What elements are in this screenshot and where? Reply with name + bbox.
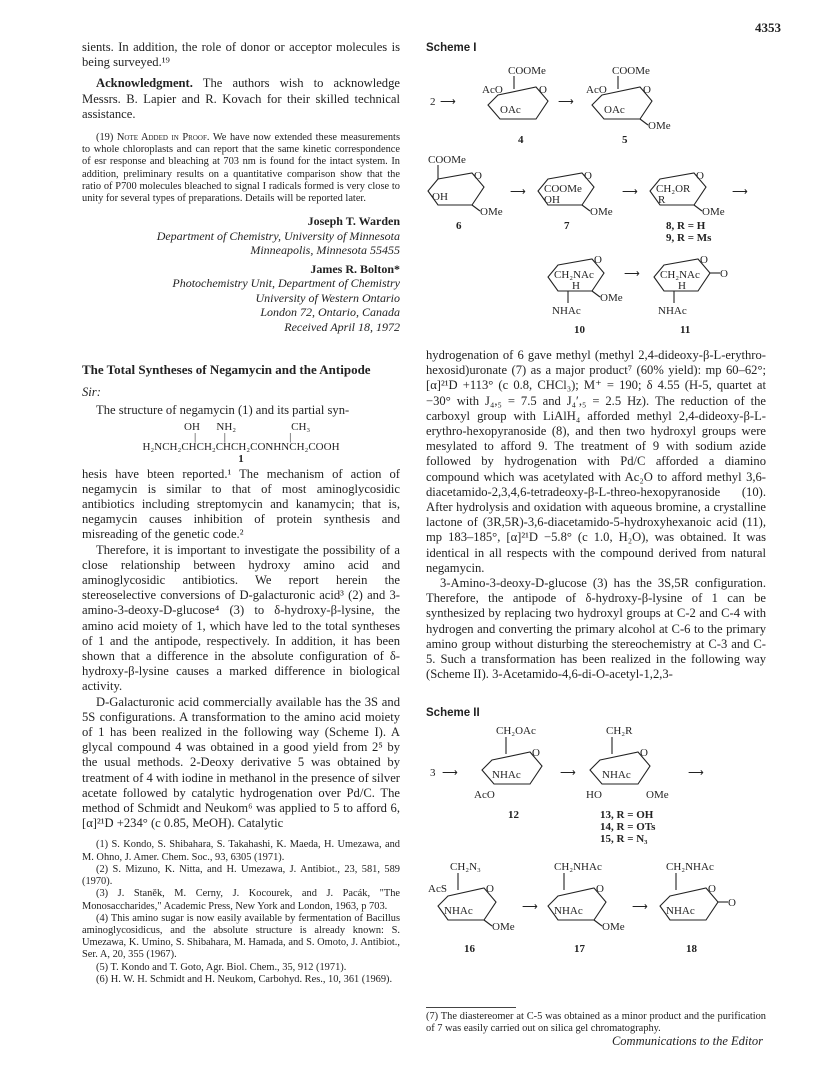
svg-text:CH₂OR: CH₂OR bbox=[656, 183, 691, 195]
svg-text:CH₂OAc: CH₂OAc bbox=[496, 725, 536, 737]
svg-text:AcO: AcO bbox=[474, 789, 495, 801]
article bbox=[82, 362, 400, 986]
svg-text:6: 6 bbox=[456, 220, 462, 232]
svg-text:O: O bbox=[594, 254, 602, 266]
reference: (4) This amino sugar is now easily available by fermentation of Bacillus aminoglycosidicus, and the absolute structure is already known: S. Umezawa, K. Umino, S. Shibahara, M. Hamada, and S. Omoto, J. Antibiot., Ser. A, 20, 355 (1967). bbox=[82, 912, 400, 961]
scheme-1-diagram bbox=[426, 55, 771, 345]
arrow-icon: ⟶ bbox=[442, 767, 458, 779]
formula-main: H₂NCH₂CHCH₂CHCH₂CONHNCH₂COOH bbox=[142, 440, 340, 453]
svg-text:4: 4 bbox=[518, 134, 524, 146]
compound-2-label: 2 bbox=[430, 96, 436, 108]
compound-6-ring bbox=[428, 154, 503, 232]
svg-text:CH₂N₃: CH₂N₃ bbox=[450, 861, 481, 873]
compound-13-15-ring bbox=[586, 725, 669, 845]
compound-7-ring bbox=[538, 170, 613, 232]
affiliation: Minneapolis, Minnesota 55455 bbox=[250, 243, 400, 258]
svg-text:O: O bbox=[486, 883, 494, 895]
reference: (5) T. Kondo and T. Goto, Agr. Biol. Chem., 35, 912 (1971). bbox=[96, 961, 347, 973]
note-19 bbox=[82, 132, 400, 205]
compound-12-ring bbox=[474, 725, 542, 821]
affiliation: University of Western Ontario bbox=[255, 290, 400, 305]
svg-text:OMe: OMe bbox=[602, 921, 625, 933]
references bbox=[82, 839, 400, 985]
svg-text:CH₂NHAc: CH₂NHAc bbox=[666, 861, 714, 873]
svg-text:14, R = OTs: 14, R = OTs bbox=[600, 821, 656, 833]
svg-text:5: 5 bbox=[622, 134, 628, 146]
journal-footer: Communications to the Editor bbox=[611, 1034, 763, 1048]
svg-text:OAc: OAc bbox=[500, 104, 521, 116]
svg-text:OAc: OAc bbox=[604, 104, 625, 116]
svg-text:COOMe: COOMe bbox=[612, 65, 650, 77]
svg-text:CH₂R: CH₂R bbox=[606, 725, 633, 737]
svg-text:OMe: OMe bbox=[702, 206, 725, 218]
ack-heading: Acknowledgment. bbox=[96, 76, 193, 91]
compound-10-ring bbox=[548, 254, 623, 336]
svg-text:O: O bbox=[474, 170, 482, 182]
svg-text:NHAc: NHAc bbox=[492, 769, 521, 781]
arrow-icon: ⟶ bbox=[732, 186, 748, 198]
paragraph: 3-Amino-3-deoxy-D-glucose (3) has the 3S,5R configuration. Therefore, the antipode of δ-hydroxy-β-lysine of 1 can be synthesized by replacing two hydroxyl groups at C-2 and C-4 with hydrogen and converting the primary alcohol at C-6 to the primary amino group without disturbing the stereochemistry at C-3 and C-5. Such a transformation has been realized in the following way (Scheme II). 3-Acetamido-4,6-di-O-acetyl-1,2,3- bbox=[426, 576, 766, 682]
reference: (2) S. Mizuno, K. Nitta, and H. Umezawa, J. Antibiot., 23, 581, 589 (1970). bbox=[82, 863, 400, 888]
svg-text:O: O bbox=[596, 883, 604, 895]
arrow-icon: ⟶ bbox=[510, 186, 526, 198]
arrow-icon: ⟶ bbox=[440, 96, 456, 108]
arrow-icon: ⟶ bbox=[522, 901, 538, 913]
compound-4-ring bbox=[482, 65, 548, 146]
scheme-2-label: Scheme II bbox=[426, 707, 480, 719]
svg-text:AcO: AcO bbox=[482, 84, 503, 96]
svg-text:O: O bbox=[643, 84, 651, 96]
right-column bbox=[426, 348, 766, 682]
svg-text:O: O bbox=[700, 254, 708, 266]
reference: (3) J. Staněk, M. Cerny, J. Kocourek, and J. Pacák, "The Monosaccharides," Academic Press, New York and London, 1963, p 703. bbox=[82, 888, 400, 912]
acknowledgment bbox=[82, 76, 400, 122]
svg-text:H: H bbox=[678, 280, 686, 292]
svg-text:COOMe: COOMe bbox=[544, 183, 582, 195]
svg-text:CH₂NHAc: CH₂NHAc bbox=[554, 861, 602, 873]
reference: (1) S. Kondo, S. Shibahara, S. Takahashi, K. Maeda, H. Umezawa, and M. Ohno, J. Amer. Chem. Soc., 93, 6305 (1971). bbox=[82, 839, 400, 863]
svg-text:O: O bbox=[584, 170, 592, 182]
paragraph: The structure of negamycin (1) and its partial syn- bbox=[96, 403, 350, 418]
svg-text:HO: HO bbox=[586, 789, 602, 801]
paragraph: sients. In addition, the role of donor or acceptor molecules is being surveyed.¹⁹ bbox=[82, 40, 400, 70]
svg-text:OMe: OMe bbox=[590, 206, 613, 218]
paragraph: D-Galacturonic acid commercially available has the 3S and 5S configurations. A transformation to the amino acid moiety of 1 has been realized in the following way (Scheme I). A glycal compound 4 was obtained in a good yield from 2⁵ by the usual methods. 2-Deoxy derivative 5 was obtained by treatment of 4 with iodine in methanol in the presence of silver acetate followed by catalytic hydrogenation over Pd/C. The method of Schmidt and Neukom⁶ was applied to 5 to afford 6, [α]²¹D +234° (c 0.85, MeOH). Catalytic bbox=[82, 694, 400, 831]
negamycin-formula: OH NH₂ CH₃ | | | H₂NCH₂CHCH₂CHCH₂CONHNCH₂COOH 1 bbox=[82, 421, 400, 465]
compound-8-9-ring bbox=[650, 170, 725, 244]
affiliation: Photochemistry Unit, Department of Chemistry bbox=[172, 276, 400, 291]
scheme-2-diagram bbox=[426, 720, 771, 990]
svg-text:COOMe: COOMe bbox=[508, 65, 546, 77]
svg-text:NHAc: NHAc bbox=[602, 769, 631, 781]
svg-text:R: R bbox=[658, 194, 666, 206]
svg-text:18: 18 bbox=[686, 943, 697, 955]
compound-number: 1 bbox=[238, 452, 244, 465]
svg-text:AcS: AcS bbox=[428, 883, 447, 895]
note-text: We have now extended these measurements to whole chloroplasts and can report that the same kinetic correspondence of esr response and bleaching at 703 nm is found for the intact system. In addition, preliminary results on a quantitative comparison show that the ratio of P700 molecules bleached to signal I radicals formed is very close to unity for several types of preparations. Details will be reported later. bbox=[82, 132, 400, 205]
svg-text:NHAc: NHAc bbox=[444, 905, 473, 917]
svg-text:NHAc: NHAc bbox=[658, 305, 687, 317]
left-column bbox=[82, 40, 400, 334]
svg-text:CH₂NAc: CH₂NAc bbox=[554, 269, 594, 281]
arrow-icon: ⟶ bbox=[558, 96, 574, 108]
ack-text: The authors wish to acknowledge Messrs. B. Lapier and R. Kovach for their skilled technical assistance. bbox=[82, 76, 400, 121]
svg-text:12: 12 bbox=[508, 809, 519, 821]
svg-text:17: 17 bbox=[574, 943, 585, 955]
svg-text:OMe: OMe bbox=[648, 120, 671, 132]
svg-text:O: O bbox=[696, 170, 704, 182]
formula-top: OH NH₂ CH₃ bbox=[184, 420, 311, 433]
svg-text:3: 3 bbox=[430, 767, 436, 779]
arrow-icon: ⟶ bbox=[622, 186, 638, 198]
svg-text:O: O bbox=[539, 84, 547, 96]
svg-text:H: H bbox=[572, 280, 580, 292]
svg-text:CH₂NAc: CH₂NAc bbox=[660, 269, 700, 281]
svg-text:O: O bbox=[720, 268, 728, 280]
svg-text:OMe: OMe bbox=[480, 206, 503, 218]
svg-text:13, R = OH: 13, R = OH bbox=[600, 809, 654, 821]
arrow-icon: ⟶ bbox=[560, 767, 576, 779]
article-title: The Total Syntheses of Negamycin and the Antipode bbox=[82, 362, 371, 377]
svg-text:O: O bbox=[708, 883, 716, 895]
paragraph: Therefore, it is important to investigate the possibility of a close relationship between hydroxy amino acid and aminoglycosidic antibiotics. We report herein the stereoselective conversions of D-galacturonic acid³ (2) and 3-amino-3-deoxy-D-glucose⁴ (3) to δ-hydroxy-β-lysine, the amino acid moiety of 1, which have led to the total syntheses of 1 and the antipode, respectively. In addition, it has been shown that a difference in the absolute configuration of δ-hydroxy-β-lysine causes a marked difference in biological activity. bbox=[82, 542, 400, 694]
svg-text:AcO: AcO bbox=[586, 84, 607, 96]
svg-text:O: O bbox=[640, 747, 648, 759]
svg-text:O: O bbox=[532, 747, 540, 759]
signature-block bbox=[82, 214, 400, 334]
salutation: Sir: bbox=[82, 385, 101, 400]
svg-text:NHAc: NHAc bbox=[666, 905, 695, 917]
svg-text:NHAc: NHAc bbox=[552, 305, 581, 317]
author-1: Joseph T. Warden bbox=[307, 214, 400, 229]
compound-18-ring bbox=[660, 861, 736, 955]
page-number: 4353 bbox=[755, 20, 781, 35]
arrow-icon: ⟶ bbox=[632, 901, 648, 913]
compound-16-ring bbox=[428, 861, 515, 955]
svg-text:OH: OH bbox=[544, 194, 560, 206]
svg-text:COOMe: COOMe bbox=[428, 154, 466, 166]
paragraph: hesis have bteen reported.¹ The mechanism of action of negamycin is similar to that of most aminoglycosidic antibiotics including streptomycin and kanamycin; that is, negamycin causes inhibition of protein synthesis and misreading of the genetic code.² bbox=[82, 466, 400, 542]
paragraph: hydrogenation of 6 gave methyl (methyl 2,4-dideoxy-β-L-erythro-hexosid)uronate (7) as a major product⁷ (60% yield): mp 60–62°; [α]²¹D +113° (c 0.8, CHCl₃); M⁺ = 190; δ 4.55 (H-5, quartet at −30° with J₄,₅ = 7.5 and J₄′,₅ = 2.5 Hz). The reduction of the carboxyl group with LiAlH₄ afforded methyl 2,4-dideoxy-β-L-erythro-hexopyranoside (8), and then two hydroxyl groups were mesylated to afford 9. The treatment of 9 with sodium azide followed by hydrogenation with Pd/C afforded a diamino compound which was acetylated with Ac₂O to afford methyl 3,6-diacetamido-2,3,4,6-tetradeoxy-β-L-threo-hexopyranoside (10). After hydrolysis and oxidation with aqueous bromine, a crystalline lactone of (3R,5R)-3,6-diacetamido-5-hydroxyhexanoic acid (11), mp 183–185°, [α]²¹D −5.8° (c 1.0, H₂O), was obtained. It was identical in all respects with the compound derived from natural negamycin. bbox=[426, 348, 766, 575]
compound-11-ring bbox=[654, 254, 728, 336]
svg-text:10: 10 bbox=[574, 324, 585, 336]
svg-text:16: 16 bbox=[464, 943, 475, 955]
svg-text:15, R = N₃: 15, R = N₃ bbox=[600, 833, 648, 845]
arrow-icon: ⟶ bbox=[688, 767, 704, 779]
note-head: (19) Note Added in Proof. bbox=[96, 132, 210, 144]
svg-text:OH: OH bbox=[432, 191, 448, 203]
affiliation: London 72, Ontario, Canada bbox=[260, 305, 400, 320]
compound-5-ring bbox=[586, 65, 671, 146]
svg-text:7: 7 bbox=[564, 220, 570, 232]
svg-text:OMe: OMe bbox=[600, 292, 623, 304]
received-date: Received April 18, 1972 bbox=[284, 319, 400, 334]
svg-text:11: 11 bbox=[680, 324, 691, 336]
svg-text:O: O bbox=[728, 897, 736, 909]
author-2: James R. Bolton* bbox=[310, 261, 400, 276]
footnote-divider bbox=[426, 1007, 516, 1008]
arrow-icon: ⟶ bbox=[624, 268, 640, 280]
svg-text:OMe: OMe bbox=[646, 789, 669, 801]
svg-text:NHAc: NHAc bbox=[554, 905, 583, 917]
footnote-7: (7) The diastereomer at C-5 was obtained as a minor product and the purification of 7 was easily carried out on silica gel chromatography. bbox=[426, 1011, 766, 1035]
affiliation: Department of Chemistry, University of Minnesota bbox=[156, 228, 400, 243]
svg-text:OMe: OMe bbox=[492, 921, 515, 933]
scheme-1-label: Scheme I bbox=[426, 42, 477, 54]
reference: (6) H. W. H. Schmidt and H. Neukom, Carbohyd. Res., 10, 361 (1969). bbox=[96, 973, 393, 985]
svg-text:9, R = Ms: 9, R = Ms bbox=[666, 232, 712, 244]
svg-text:8, R = H: 8, R = H bbox=[666, 220, 706, 232]
compound-17-ring bbox=[548, 861, 625, 955]
